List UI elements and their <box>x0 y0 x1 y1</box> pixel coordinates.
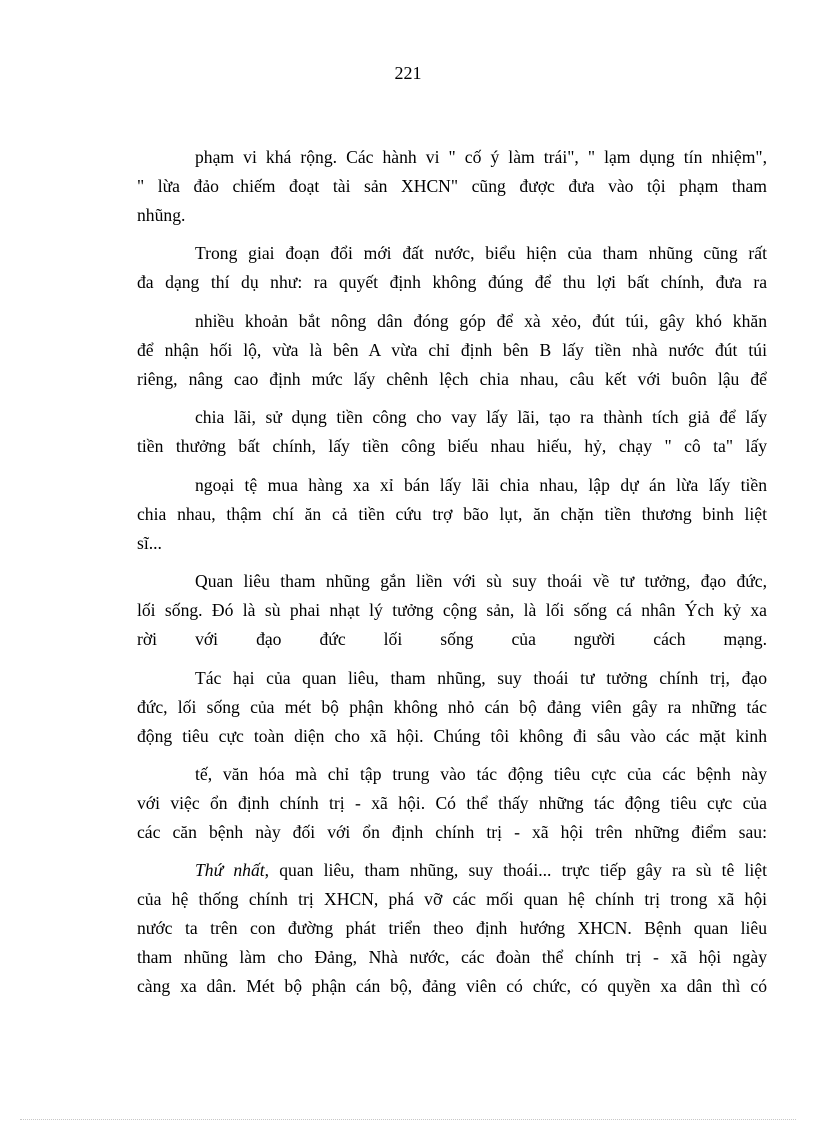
text-line: của hệ thống chính trị XHCN, phá vỡ các mối quan hệ chính trị trong xã hội <box>137 889 767 909</box>
text-line: đa dạng thí dụ như: ra quyết định không đúng để thu lợi bất chính, đưa ra <box>137 272 767 292</box>
text-line: động tiêu cực toàn diện cho xã hội. Chúng tôi không đi sâu vào các mặt kinh <box>137 726 767 746</box>
text-line: đức, lối sống của mét bộ phận không nhỏ cán bộ đảng viên gây ra những tác <box>137 697 767 717</box>
text-line: nhiều khoản bắt nông dân đóng góp để xà xẻo, đút túi, gây khó khăn <box>195 311 767 331</box>
text-line: càng xa dân. Mét bộ phận cán bộ, đảng viên có chức, có quyền xa dân thì có <box>137 976 767 996</box>
text-line: với việc ổn định chính trị - xã hội. Có thể thấy những tác động tiêu cực của <box>137 793 767 813</box>
text-line: tiền thưởng bất chính, lấy tiền công biếu nhau hiếu, hỷ, chạy " cô ta" lấy <box>137 436 767 456</box>
text-line: chia lãi, sử dụng tiền công cho vay lấy lãi, tạo ra thành tích giả để lấy <box>195 407 767 427</box>
text-line: Tác hại của quan liêu, tham nhũng, suy thoái tư tưởng chính trị, đạo <box>195 668 767 688</box>
text-line: chia nhau, thậm chí ăn cả tiền cứu trợ bão lụt, ăn chặn tiền thương binh liệt <box>137 504 767 524</box>
text-line: Trong giai đoạn đổi mới đất nước, biểu hiện của tham nhũng cũng rất <box>195 243 767 263</box>
text-line: nhũng. <box>137 205 186 225</box>
text-line: tham nhũng làm cho Đảng, Nhà nước, các đoàn thể chính trị - xã hội ngày <box>137 947 767 967</box>
text-line: sĩ... <box>137 533 162 553</box>
page-number: 221 <box>394 63 422 83</box>
text-line-rest: quan liêu, tham nhũng, suy thoái... trực tiếp gây ra sù tê liệt <box>279 860 768 880</box>
text-line: tế, văn hóa mà chỉ tập trung vào tác động tiêu cực của các bệnh này <box>195 764 767 784</box>
text-line: lối sống. Đó là sù phai nhạt lý tưởng cộng sản, là lối sống cá nhân Ých kỷ xa <box>137 600 767 620</box>
text-line: nước ta trên con đường phát triển theo định hướng XHCN. Bệnh quan liêu <box>137 918 767 938</box>
text-line: riêng, nâng cao định mức lấy chênh lệch chia nhau, câu kết với buôn lậu để <box>137 369 767 389</box>
text-line: Quan liêu tham nhũng gắn liền với sù suy thoái về tư tưởng, đạo đức, <box>195 571 767 591</box>
text-line: rời với đạo đức lối sống của người cách mạng. <box>137 629 767 649</box>
text-line: ngoại tệ mua hàng xa xỉ bán lấy lãi chia nhau, lập dự án lừa lấy tiền <box>195 475 767 495</box>
italic-lead: Thứ nhất <box>195 860 265 880</box>
text-line: phạm vi khá rộng. Các hành vi " cố ý làm trái", " lạm dụng tín nhiệm", <box>195 147 767 167</box>
text-line: để nhận hối lộ, vừa là bên A vừa chỉ định bên B lấy tiền nhà nước đút túi <box>137 340 767 360</box>
text-line: các căn bệnh này đối với ổn định chính trị - xã hội trên những điểm sau: <box>137 822 767 842</box>
text-line: Thứ nhất, quan liêu, tham nhũng, suy thoái... trực tiếp gây ra sù tê liệt <box>195 860 768 880</box>
footer-rule <box>20 1119 796 1120</box>
text-line: " lừa đảo chiếm đoạt tài sản XHCN" cũng được đưa vào tội phạm tham <box>137 176 767 196</box>
